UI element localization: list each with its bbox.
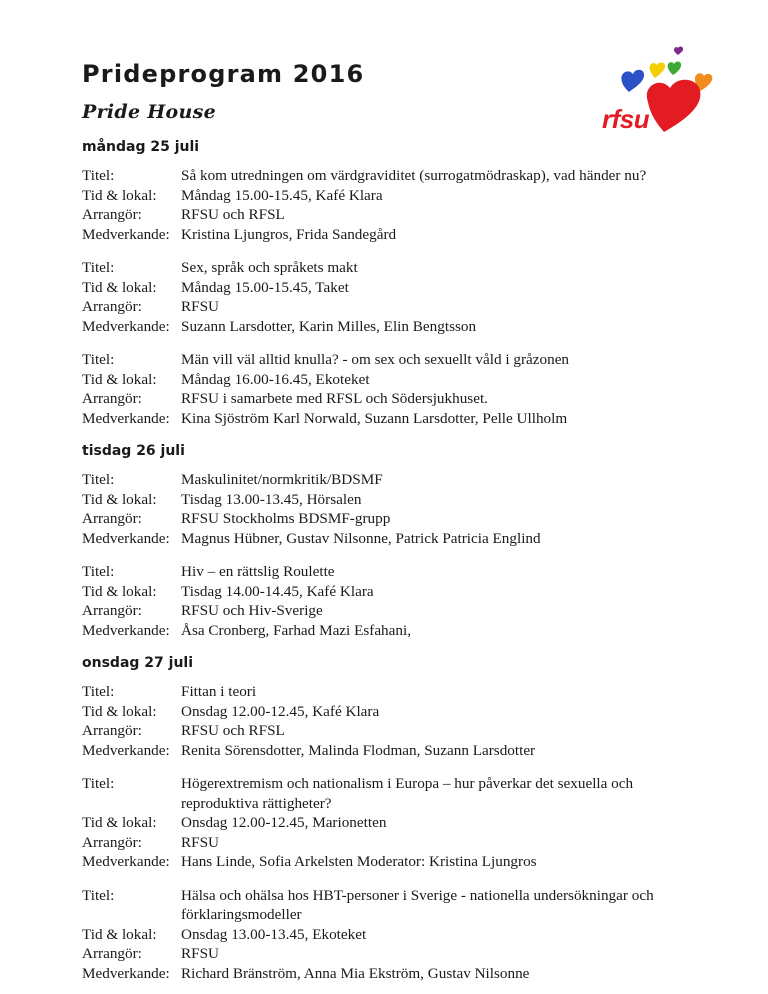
event-row-med bbox=[82, 621, 702, 641]
logo-green-heart bbox=[668, 62, 682, 75]
event-label-titel: Titel: bbox=[82, 351, 115, 368]
event-row-arr bbox=[82, 944, 702, 964]
event-value-tid: Måndag 15.00-15.45, Taket bbox=[181, 278, 349, 296]
event-label-med: Medverkande: bbox=[82, 225, 170, 243]
event-row-tid bbox=[82, 370, 702, 390]
event-row-titel bbox=[82, 350, 702, 370]
event-row-tid bbox=[82, 925, 702, 945]
event-label-med: Medverkande: bbox=[82, 529, 170, 547]
program-event bbox=[82, 682, 702, 760]
event-label-titel: Titel: bbox=[82, 775, 115, 792]
event-value-titel: Högerextremism och nationalism i Europa – hur påverkar det sexuella och reproduktiva rättigheter? bbox=[181, 775, 634, 812]
event-row-med bbox=[82, 852, 702, 872]
event-label-med: Medverkande: bbox=[82, 621, 170, 639]
event-label-arr: Arrangör: bbox=[82, 722, 142, 739]
event-value-med: Hans Linde, Sofia Arkelsten Moderator: Kristina Ljungros bbox=[181, 853, 537, 870]
logo-purple-heart bbox=[674, 47, 683, 55]
event-value-tid: Måndag 15.00-15.45, Kafé Klara bbox=[181, 186, 383, 204]
event-row-titel bbox=[82, 562, 702, 582]
event-label-tid: Tid & lokal: bbox=[82, 925, 157, 943]
event-row-tid bbox=[82, 278, 702, 298]
event-label-med: Medverkande: bbox=[82, 317, 170, 335]
event-label-tid: Tid & lokal: bbox=[82, 582, 157, 600]
event-value-arr: RFSU Stockholms BDSMF-grupp bbox=[181, 510, 391, 527]
event-label-arr: Arrangör: bbox=[82, 833, 142, 851]
event-row-tid bbox=[82, 186, 702, 206]
program-event bbox=[82, 562, 702, 640]
event-row-med bbox=[82, 964, 702, 984]
event-label-titel: Titel: bbox=[82, 167, 115, 184]
event-value-tid: Tisdag 14.00-14.45, Kafé Klara bbox=[181, 582, 374, 600]
event-label-titel: Titel: bbox=[82, 259, 115, 276]
event-row-tid bbox=[82, 490, 702, 510]
event-row-arr bbox=[82, 389, 702, 409]
event-value-tid: Onsdag 12.00-12.45, Kafé Klara bbox=[181, 702, 380, 720]
event-row-arr bbox=[82, 205, 702, 225]
event-label-arr: Arrangör: bbox=[82, 390, 142, 407]
program-event bbox=[82, 350, 702, 428]
event-label-arr: Arrangör: bbox=[82, 298, 142, 315]
event-row-med bbox=[82, 317, 702, 337]
logo-blue-heart bbox=[621, 70, 644, 92]
event-label-arr: Arrangör: bbox=[82, 945, 142, 962]
event-row-tid bbox=[82, 813, 702, 833]
event-label-med: Medverkande: bbox=[82, 409, 170, 427]
event-row-titel bbox=[82, 470, 702, 490]
event-label-titel: Titel: bbox=[82, 683, 115, 700]
event-label-titel: Titel: bbox=[82, 471, 115, 488]
event-value-tid: Tisdag 13.00-13.45, Hörsalen bbox=[181, 490, 362, 508]
event-row-titel bbox=[82, 774, 702, 813]
day-heading: tisdag 26 juli bbox=[82, 443, 185, 459]
event-label-titel: Titel: bbox=[82, 563, 115, 580]
event-label-arr: Arrangör: bbox=[82, 510, 142, 527]
program-event bbox=[82, 886, 702, 984]
event-row-titel bbox=[82, 886, 702, 925]
logo-yellow-heart bbox=[650, 63, 665, 78]
rfsu-logo bbox=[600, 44, 720, 134]
event-label-titel: Titel: bbox=[82, 886, 115, 904]
event-value-tid: Onsdag 12.00-12.45, Marionetten bbox=[181, 814, 387, 831]
event-value-titel: Hiv – en rättslig Roulette bbox=[181, 563, 335, 580]
logo-red-heart bbox=[647, 80, 701, 132]
event-label-tid: Tid & lokal: bbox=[82, 702, 157, 720]
event-label-tid: Tid & lokal: bbox=[82, 186, 157, 204]
event-value-arr: RFSU bbox=[181, 298, 219, 315]
event-label-tid: Tid & lokal: bbox=[82, 370, 157, 388]
event-row-med bbox=[82, 741, 702, 761]
event-value-arr: RFSU bbox=[181, 833, 219, 851]
event-value-med: Kristina Ljungros, Frida Sandegård bbox=[181, 225, 397, 243]
event-value-tid: Måndag 16.00-16.45, Ekoteket bbox=[181, 370, 370, 388]
event-value-titel: Så kom utredningen om värdgraviditet (surrogatmödraskap), vad händer nu? bbox=[181, 167, 647, 184]
event-value-arr: RFSU bbox=[181, 945, 219, 962]
event-value-med: Åsa Cronberg, Farhad Mazi Esfahani, bbox=[181, 621, 411, 639]
event-row-titel bbox=[82, 258, 702, 278]
event-row-arr bbox=[82, 601, 702, 621]
event-row-med bbox=[82, 529, 702, 549]
program-event bbox=[82, 258, 702, 336]
event-row-titel bbox=[82, 166, 702, 186]
event-value-med: Richard Bränström, Anna Mia Ekström, Gustav Nilsonne bbox=[181, 964, 530, 982]
event-value-titel: Män vill väl alltid knulla? - om sex och sexuellt våld i gråzonen bbox=[181, 351, 570, 368]
logo-text: rfsu bbox=[602, 104, 650, 134]
event-value-arr: RFSU i samarbete med RFSL och Södersjukhuset. bbox=[181, 390, 488, 407]
event-row-arr bbox=[82, 297, 702, 317]
event-value-arr: RFSU och Hiv-Sverige bbox=[181, 602, 323, 619]
event-row-tid bbox=[82, 702, 702, 722]
day-heading: onsdag 27 juli bbox=[82, 655, 194, 671]
event-label-tid: Tid & lokal: bbox=[82, 278, 157, 296]
page-subtitle: Pride House bbox=[82, 101, 217, 123]
event-label-arr: Arrangör: bbox=[82, 602, 142, 619]
event-value-titel: Maskulinitet/normkritik/BDSMF bbox=[181, 471, 383, 488]
event-value-arr: RFSU och RFSL bbox=[181, 722, 285, 739]
program-content bbox=[82, 138, 702, 992]
event-value-med: Magnus Hübner, Gustav Nilsonne, Patrick Patricia Englind bbox=[181, 529, 541, 547]
event-value-titel: Fittan i teori bbox=[181, 683, 257, 700]
event-label-tid: Tid & lokal: bbox=[82, 814, 157, 831]
program-event bbox=[82, 470, 702, 548]
event-value-titel: Hälsa och ohälsa hos HBT-personer i Sverige - nationella undersökningar och förklaringsmodeller bbox=[181, 886, 654, 923]
event-label-med: Medverkande: bbox=[82, 964, 170, 982]
page-title: Prideprogram 2016 bbox=[82, 60, 365, 88]
event-row-titel bbox=[82, 682, 702, 702]
event-row-tid bbox=[82, 582, 702, 602]
program-event bbox=[82, 166, 702, 244]
event-value-med: Renita Sörensdotter, Malinda Flodman, Suzann Larsdotter bbox=[181, 741, 536, 759]
day-heading: måndag 25 juli bbox=[82, 139, 200, 155]
event-label-arr: Arrangör: bbox=[82, 206, 142, 223]
event-row-arr bbox=[82, 721, 702, 741]
event-row-arr bbox=[82, 833, 702, 853]
event-label-med: Medverkande: bbox=[82, 741, 170, 759]
event-value-tid: Onsdag 13.00-13.45, Ekoteket bbox=[181, 925, 367, 943]
program-event bbox=[82, 774, 702, 872]
event-row-arr bbox=[82, 509, 702, 529]
event-label-tid: Tid & lokal: bbox=[82, 490, 157, 508]
event-value-arr: RFSU och RFSL bbox=[181, 206, 285, 223]
event-row-med bbox=[82, 409, 702, 429]
event-value-med: Kina Sjöström Karl Norwald, Suzann Larsdotter, Pelle Ullholm bbox=[181, 409, 568, 427]
event-label-med: Medverkande: bbox=[82, 853, 170, 870]
event-value-med: Suzann Larsdotter, Karin Milles, Elin Bengtsson bbox=[181, 317, 477, 335]
event-row-med bbox=[82, 225, 702, 245]
event-value-titel: Sex, språk och språkets makt bbox=[181, 259, 358, 276]
